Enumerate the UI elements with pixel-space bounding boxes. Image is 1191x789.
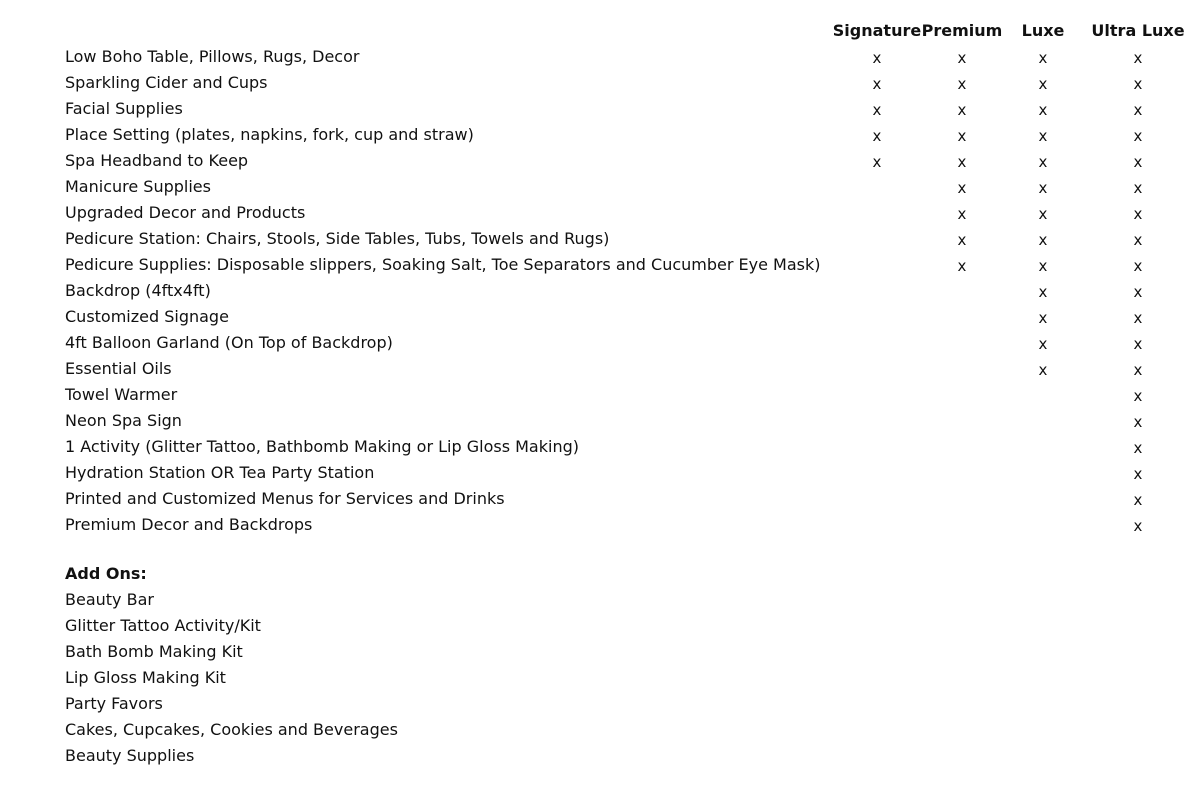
included-mark: x (1133, 335, 1143, 353)
included-mark: x (957, 153, 967, 171)
addon-item: Beauty Supplies (65, 746, 195, 765)
included-mark: x (872, 127, 882, 145)
included-mark: x (1133, 231, 1143, 249)
included-mark: x (1133, 153, 1143, 171)
table-row (65, 512, 1191, 538)
included-mark: x (1038, 127, 1048, 145)
included-mark: x (1133, 465, 1143, 483)
feature-label: Neon Spa Sign (65, 411, 182, 430)
addon-item: Beauty Bar (65, 590, 154, 609)
included-mark: x (1133, 49, 1143, 67)
addons-title: Add Ons: (65, 564, 147, 583)
included-mark: x (1038, 309, 1048, 327)
addon-item: Glitter Tattoo Activity/Kit (65, 616, 261, 635)
included-mark: x (1133, 179, 1143, 197)
included-mark: x (957, 179, 967, 197)
feature-label: Upgraded Decor and Products (65, 203, 306, 222)
table-row (65, 148, 1191, 174)
addon-item: Bath Bomb Making Kit (65, 642, 243, 661)
table-row (65, 382, 1191, 408)
included-mark: x (1133, 309, 1143, 327)
included-mark: x (1133, 257, 1143, 275)
included-mark: x (1038, 283, 1048, 301)
included-mark: x (957, 49, 967, 67)
table-row (65, 252, 1191, 278)
included-mark: x (872, 153, 882, 171)
included-mark: x (1038, 153, 1048, 171)
included-mark: x (1133, 413, 1143, 431)
feature-label: Low Boho Table, Pillows, Rugs, Decor (65, 47, 360, 66)
table-row (65, 174, 1191, 200)
included-mark: x (1133, 283, 1143, 301)
table-row (65, 122, 1191, 148)
feature-label: Towel Warmer (65, 385, 178, 404)
included-mark: x (1038, 179, 1048, 197)
table-row (65, 434, 1191, 460)
table-row (65, 226, 1191, 252)
feature-label: Essential Oils (65, 359, 172, 378)
table-row (65, 44, 1191, 70)
included-mark: x (1133, 491, 1143, 509)
table-row (65, 70, 1191, 96)
feature-label: Hydration Station OR Tea Party Station (65, 463, 375, 482)
included-mark: x (1038, 257, 1048, 275)
included-mark: x (1133, 75, 1143, 93)
included-mark: x (1038, 231, 1048, 249)
included-mark: x (1133, 439, 1143, 457)
feature-label: Backdrop (4ftx4ft) (65, 281, 211, 300)
included-mark: x (957, 231, 967, 249)
feature-label: Pedicure Station: Chairs, Stools, Side Tables, Tubs, Towels and Rugs) (65, 229, 610, 248)
table-row (65, 356, 1191, 382)
tier-header-luxe: Luxe (1021, 21, 1065, 40)
feature-label: Sparkling Cider and Cups (65, 73, 268, 92)
tier-header-premium: Premium (921, 21, 1003, 40)
feature-label: Facial Supplies (65, 99, 183, 118)
tier-header-row (0, 20, 1191, 44)
feature-label: Spa Headband to Keep (65, 151, 249, 170)
table-row (65, 460, 1191, 486)
addons-section (65, 561, 398, 769)
feature-label: 1 Activity (Glitter Tattoo, Bathbomb Making or Lip Gloss Making) (65, 437, 579, 456)
included-mark: x (1038, 335, 1048, 353)
included-mark: x (1038, 205, 1048, 223)
included-mark: x (1133, 361, 1143, 379)
included-mark: x (1133, 101, 1143, 119)
tier-header-signature: Signature (832, 21, 922, 40)
included-mark: x (957, 101, 967, 119)
included-mark: x (957, 75, 967, 93)
table-row (65, 278, 1191, 304)
table-row (65, 330, 1191, 356)
feature-label: Manicure Supplies (65, 177, 211, 196)
included-mark: x (1133, 387, 1143, 405)
included-mark: x (957, 127, 967, 145)
included-mark: x (872, 75, 882, 93)
addon-item: Cakes, Cupcakes, Cookies and Beverages (65, 720, 398, 739)
included-mark: x (1133, 127, 1143, 145)
feature-label: Place Setting (plates, napkins, fork, cup and straw) (65, 125, 474, 144)
addon-item: Party Favors (65, 694, 163, 713)
table-row (65, 96, 1191, 122)
table-row (65, 304, 1191, 330)
included-mark: x (957, 205, 967, 223)
included-mark: x (872, 49, 882, 67)
included-mark: x (1038, 361, 1048, 379)
addon-item: Lip Gloss Making Kit (65, 668, 226, 687)
included-mark: x (1133, 517, 1143, 535)
feature-label: 4ft Balloon Garland (On Top of Backdrop) (65, 333, 393, 352)
included-mark: x (1133, 205, 1143, 223)
feature-label: Printed and Customized Menus for Services and Drinks (65, 489, 505, 508)
feature-label: Premium Decor and Backdrops (65, 515, 313, 534)
included-mark: x (1038, 75, 1048, 93)
table-row (65, 200, 1191, 226)
table-row (65, 408, 1191, 434)
included-mark: x (1038, 49, 1048, 67)
feature-label: Customized Signage (65, 307, 229, 326)
tier-header-ultra-luxe: Ultra Luxe (1091, 21, 1185, 40)
included-mark: x (872, 101, 882, 119)
included-mark: x (957, 257, 967, 275)
included-mark: x (1038, 101, 1048, 119)
feature-comparison-table (65, 44, 1191, 538)
table-row (65, 486, 1191, 512)
feature-label: Pedicure Supplies: Disposable slippers, Soaking Salt, Toe Separators and Cucumber Eye Mask) (65, 255, 821, 274)
